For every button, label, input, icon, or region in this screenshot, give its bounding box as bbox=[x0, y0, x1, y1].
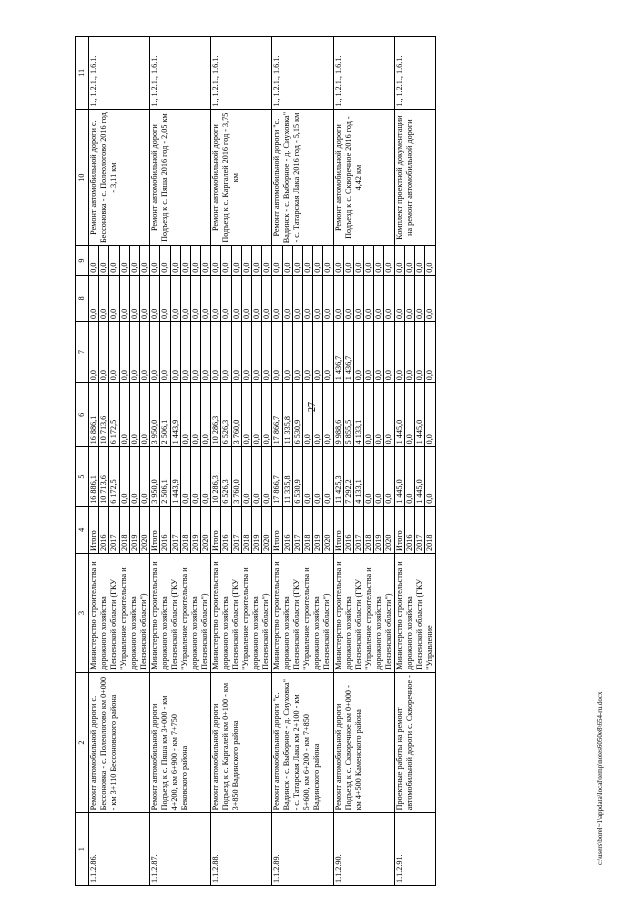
year-value: 2017 bbox=[170, 507, 180, 553]
column-header: 2 bbox=[76, 672, 89, 813]
table-row bbox=[211, 37, 272, 886]
local-budget-value: 0,0 bbox=[404, 276, 414, 321]
expected-result: Ремонт автомобильной дороги Подъезд к с. Скворечное 2016 год - 4,42 км bbox=[333, 109, 394, 246]
other-source-value-cell bbox=[89, 246, 150, 275]
total-funding-value: 0,0 bbox=[190, 447, 200, 505]
other-source-value: 0,0 bbox=[292, 247, 302, 275]
regional-budget-value: 9 988,6 bbox=[333, 419, 343, 445]
federal-budget-value: 0,0 bbox=[108, 322, 118, 382]
indicator-code: 1., 1.2.1., 1.6.1. bbox=[150, 37, 211, 110]
year-value: 2016 bbox=[98, 507, 108, 553]
federal-budget-value: 0,0 bbox=[241, 322, 251, 382]
year-value: 2019 bbox=[373, 507, 383, 553]
customer-name: Министерство строительства и дорожного хозяйства Пензенской области (ГКУ "Управление строительства и дорожного хозяйства Пензенской области") bbox=[272, 553, 333, 672]
total-funding-value: 0,0 bbox=[200, 447, 210, 505]
local-budget-value: 0,0 bbox=[108, 276, 118, 321]
year-value: 2017 bbox=[231, 507, 241, 553]
federal-budget-value-cell bbox=[89, 321, 150, 382]
year-value: 2020 bbox=[139, 507, 149, 553]
local-budget-value-cell bbox=[333, 275, 394, 321]
local-budget-value: 0,0 bbox=[220, 276, 230, 321]
indicator-code: 1., 1.2.1., 1.6.1. bbox=[89, 37, 150, 110]
federal-budget-value-cell bbox=[394, 321, 435, 382]
other-source-value: 0,0 bbox=[200, 247, 210, 275]
federal-budget-value: 0,0 bbox=[251, 322, 261, 382]
federal-budget-value: 0,0 bbox=[159, 322, 169, 382]
year-value-cell bbox=[272, 506, 333, 553]
local-budget-value: 0,0 bbox=[241, 276, 251, 321]
row-number: 1.1.2.87. bbox=[150, 813, 211, 886]
other-source-value-cell bbox=[394, 246, 435, 275]
year-value: 2018 bbox=[363, 507, 373, 553]
year-value: 2018 bbox=[241, 507, 251, 553]
indicator-code: 1., 1.2.1., 1.6.1. bbox=[333, 37, 394, 110]
column-header: 1 bbox=[76, 813, 89, 886]
column-header: 7 bbox=[76, 321, 89, 382]
other-source-value: 0,0 bbox=[98, 247, 108, 275]
other-source-value: 0,0 bbox=[383, 247, 393, 275]
other-source-value: 0,0 bbox=[373, 247, 383, 275]
federal-budget-value-cell bbox=[272, 321, 333, 382]
total-funding-value: 0,0 bbox=[180, 447, 190, 505]
other-source-value: 0,0 bbox=[363, 247, 373, 275]
regional-budget-value: 3 950,0 bbox=[150, 419, 160, 445]
total-funding-value: 0,0 bbox=[251, 447, 261, 505]
table-body bbox=[89, 37, 436, 886]
local-budget-value: 0,0 bbox=[150, 308, 160, 319]
total-funding-value: 0,0 bbox=[261, 447, 271, 505]
local-budget-value: 0,0 bbox=[89, 308, 98, 319]
other-source-value: 0,0 bbox=[119, 247, 129, 275]
column-header: 8 bbox=[76, 275, 89, 321]
year-value: 2017 bbox=[353, 507, 363, 553]
other-source-value-cell bbox=[272, 246, 333, 275]
local-budget-value: 0,0 bbox=[282, 276, 292, 321]
other-source-value: 0,0 bbox=[180, 247, 190, 275]
year-value-cell bbox=[211, 506, 272, 553]
local-budget-value: 0,0 bbox=[190, 276, 200, 321]
local-budget-value: 0,0 bbox=[211, 308, 221, 319]
federal-budget-value: 0,0 bbox=[404, 322, 414, 382]
total-funding-value: 11 335,8 bbox=[282, 447, 292, 505]
federal-budget-value: 0,0 bbox=[424, 322, 434, 382]
federal-budget-value: 1 436,7 bbox=[343, 322, 353, 382]
regional-budget-value: 1 445,0 bbox=[414, 383, 424, 446]
object-name: Ремонт автомобильной дороги "с. Вадинск - с. Выборное - д. Сиуховка" - с. Татарская Лака км 2+100 - км 5+600, км 6+200 - км 7+850 Вадинского района bbox=[272, 672, 333, 813]
year-value: 2020 bbox=[261, 507, 271, 553]
regional-budget-value: 6 172,5 bbox=[108, 383, 118, 446]
regional-budget-value: 2 506,1 bbox=[159, 383, 169, 446]
expected-result: Ремонт автомобильной дороги "с. Вадинск - с. Выборное - д. Сиуховка" - с. Татарская Лака 2016 год - 5,15 км bbox=[272, 109, 333, 246]
year-value-cell bbox=[89, 506, 150, 553]
regional-budget-value: 11 335,8 bbox=[282, 383, 292, 446]
other-source-value: 0,0 bbox=[302, 247, 312, 275]
local-budget-value: 0,0 bbox=[353, 276, 363, 321]
year-value: 2018 bbox=[119, 507, 129, 553]
federal-budget-value: 0,0 bbox=[119, 322, 129, 382]
federal-budget-value: 0,0 bbox=[272, 370, 282, 381]
regional-budget-value: 4 133,1 bbox=[353, 383, 363, 446]
year-value: 2018 bbox=[180, 507, 190, 553]
other-source-value: 0,0 bbox=[282, 247, 292, 275]
local-budget-value: 0,0 bbox=[383, 276, 393, 321]
local-budget-value: 0,0 bbox=[129, 276, 139, 321]
other-source-value: 0,0 bbox=[394, 262, 404, 273]
federal-budget-value: 0,0 bbox=[180, 322, 190, 382]
other-source-value-cell bbox=[211, 246, 272, 275]
local-budget-value: 0,0 bbox=[261, 276, 271, 321]
local-budget-value: 0,0 bbox=[333, 308, 343, 319]
local-budget-value: 0,0 bbox=[98, 276, 108, 321]
customer-name: Министерство строительства и дорожного хозяйства Пензенской области (ГКУ "Управление строительства и дорожного хозяйства Пензенской области") bbox=[150, 553, 211, 672]
row-number: 1.1.2.91. bbox=[394, 813, 435, 886]
regional-budget-value-cell bbox=[89, 383, 150, 447]
page-number: 27 bbox=[307, 402, 318, 412]
table-header bbox=[76, 37, 89, 886]
year-value: 2019 bbox=[129, 507, 139, 553]
local-budget-value-cell bbox=[394, 275, 435, 321]
indicator-code: 1., 1.2.1., 1.6.1. bbox=[211, 37, 272, 110]
other-source-value: 0,0 bbox=[89, 262, 98, 273]
local-budget-value-cell bbox=[211, 275, 272, 321]
other-source-value: 0,0 bbox=[150, 262, 160, 273]
other-source-value-cell bbox=[150, 246, 211, 275]
other-source-value: 0,0 bbox=[424, 247, 434, 275]
year-value: 2016 bbox=[159, 507, 169, 553]
total-funding-value-cell bbox=[333, 447, 394, 506]
other-source-value: 0,0 bbox=[404, 247, 414, 275]
year-value: 2016 bbox=[404, 507, 414, 553]
total-funding-value-cell bbox=[150, 447, 211, 506]
other-source-value: 0,0 bbox=[251, 247, 261, 275]
federal-budget-value: 0,0 bbox=[211, 370, 221, 381]
regional-budget-value: 6 530,9 bbox=[292, 383, 302, 446]
federal-budget-value: 0,0 bbox=[373, 322, 383, 382]
other-source-value: 0,0 bbox=[170, 247, 180, 275]
total-funding-value: 11 425,3 bbox=[333, 475, 343, 504]
column-header: 6 bbox=[76, 383, 89, 447]
other-source-value: 0,0 bbox=[220, 247, 230, 275]
total-funding-value: 0,0 bbox=[424, 447, 434, 505]
year-value: Итого bbox=[394, 530, 404, 551]
total-funding-value-cell bbox=[89, 447, 150, 506]
regional-budget-value: 0,0 bbox=[302, 383, 312, 446]
regional-budget-value: 17 866,7 bbox=[272, 415, 282, 445]
year-value: 2018 bbox=[302, 507, 312, 553]
local-budget-value: 0,0 bbox=[302, 276, 312, 321]
other-source-value: 0,0 bbox=[322, 247, 332, 275]
local-budget-value: 0,0 bbox=[272, 308, 282, 319]
total-funding-value: 6 172,5 bbox=[108, 447, 118, 505]
year-value: Итого bbox=[211, 530, 221, 551]
regional-budget-value: 10 713,6 bbox=[98, 383, 108, 446]
year-value: Итого bbox=[272, 530, 282, 551]
federal-budget-value: 0,0 bbox=[394, 370, 404, 381]
other-source-value: 0,0 bbox=[241, 247, 251, 275]
local-budget-value-cell bbox=[272, 275, 333, 321]
federal-budget-value: 0,0 bbox=[363, 322, 373, 382]
regional-budget-value: 0,0 bbox=[190, 383, 200, 446]
other-source-value: 0,0 bbox=[129, 247, 139, 275]
expected-result: Ремонт автомобильной дороги с. Бессоновка - с. Полеологово 2016 год - 3,11 км bbox=[89, 109, 150, 246]
customer-name: Министерство строительства и дорожного хозяйства Пензенской области (ГКУ "Управление строительства и дорожного хозяйства Пензенской области") bbox=[211, 553, 272, 672]
column-header: 3 bbox=[76, 553, 89, 672]
customer-name: Министерство строительства и дорожного хозяйства Пензенской области (ГКУ "Управление bbox=[394, 553, 435, 672]
total-funding-value: 0,0 bbox=[322, 447, 332, 505]
regional-budget-value-cell bbox=[211, 383, 272, 447]
object-name: Ремонт автомобильной дороги Подъезд к с. Скворечное км 0+000 - км 4+500 Каменского района bbox=[333, 672, 394, 813]
year-value: 2017 bbox=[292, 507, 302, 553]
regional-budget-value: 10 286,3 bbox=[211, 415, 221, 445]
column-header: 11 bbox=[76, 37, 89, 110]
local-budget-value-cell bbox=[150, 275, 211, 321]
header-row bbox=[76, 37, 89, 886]
regional-budget-value: 0,0 bbox=[251, 383, 261, 446]
local-budget-value: 0,0 bbox=[139, 276, 149, 321]
total-funding-value: 0,0 bbox=[383, 447, 393, 505]
federal-budget-value: 0,0 bbox=[261, 322, 271, 382]
total-funding-value: 1 445,0 bbox=[394, 479, 404, 504]
regional-budget-value-cell bbox=[394, 383, 435, 447]
total-funding-value: 0,0 bbox=[363, 447, 373, 505]
federal-budget-value: 0,0 bbox=[302, 322, 312, 382]
local-budget-value: 0,0 bbox=[292, 276, 302, 321]
other-source-value: 0,0 bbox=[108, 247, 118, 275]
regional-budget-value: 0,0 bbox=[383, 383, 393, 446]
regional-budget-value: 0,0 bbox=[119, 383, 129, 446]
total-funding-value-cell bbox=[272, 447, 333, 506]
row-number: 1.1.2.88. bbox=[211, 813, 272, 886]
local-budget-value: 0,0 bbox=[343, 276, 353, 321]
regional-budget-value: 1 445,0 bbox=[394, 419, 404, 445]
total-funding-value: 1 443,9 bbox=[170, 447, 180, 505]
local-budget-value-cell bbox=[89, 275, 150, 321]
regional-budget-value: 1 443,9 bbox=[170, 383, 180, 446]
federal-budget-value: 0,0 bbox=[383, 322, 393, 382]
local-budget-value: 0,0 bbox=[231, 276, 241, 321]
regional-budget-value: 16 886,1 bbox=[89, 415, 98, 445]
local-budget-value: 0,0 bbox=[363, 276, 373, 321]
object-name: Проектные работы на ремонт автомобильной дороги с. Скворечное - bbox=[394, 672, 435, 813]
expected-result: Ремонт автомобильной дороги Подъезд к с. Каргалей 2016 год - 3,75 км bbox=[211, 109, 272, 246]
indicator-code: 1., 1.2.1., 1.6.1. bbox=[272, 37, 333, 110]
regional-budget-value-cell bbox=[272, 383, 333, 447]
year-value: 2020 bbox=[322, 507, 332, 553]
row-number: 1.1.2.86. bbox=[89, 813, 150, 886]
total-funding-value: 0,0 bbox=[119, 447, 129, 505]
regional-budget-value: 0,0 bbox=[241, 383, 251, 446]
total-funding-value: 0,0 bbox=[241, 447, 251, 505]
table-row bbox=[394, 37, 435, 886]
total-funding-value: 0,0 bbox=[373, 447, 383, 505]
customer-name: Министерство строительства и дорожного хозяйства Пензенской области (ГКУ "Управление строительства и дорожного хозяйства Пензенской области") bbox=[89, 553, 150, 672]
regional-budget-value: 0,0 bbox=[424, 383, 434, 446]
row-number: 1.1.2.89. bbox=[272, 813, 333, 886]
other-source-value: 0,0 bbox=[190, 247, 200, 275]
year-value: 2019 bbox=[190, 507, 200, 553]
total-funding-value: 0,0 bbox=[302, 447, 312, 505]
object-name: Ремонт автомобильной дороги Подъезд к с. Пяша км 3+000 - км 4+200, км 6+900 - км 7+750 Бековского района bbox=[150, 672, 211, 813]
regional-budget-value: 0,0 bbox=[363, 383, 373, 446]
federal-budget-value: 0,0 bbox=[322, 322, 332, 382]
regional-budget-value-cell bbox=[333, 383, 394, 447]
total-funding-value: 6 530,9 bbox=[292, 447, 302, 505]
total-funding-value-cell bbox=[211, 447, 272, 506]
table-row bbox=[333, 37, 394, 886]
local-budget-value: 0,0 bbox=[373, 276, 383, 321]
year-value: 2020 bbox=[383, 507, 393, 553]
regional-budget-value-cell bbox=[150, 383, 211, 447]
column-header: 5 bbox=[76, 447, 89, 506]
federal-budget-value: 0,0 bbox=[150, 370, 160, 381]
other-source-value: 0,0 bbox=[261, 247, 271, 275]
federal-budget-value: 0,0 bbox=[89, 370, 98, 381]
other-source-value: 0,0 bbox=[414, 247, 424, 275]
expected-result: Ремонт автомобильной дороги Подъезд к с. Пяша 2016 год - 2,05 км bbox=[150, 109, 211, 246]
table-row bbox=[89, 37, 150, 886]
regional-budget-value: 0,0 bbox=[139, 383, 149, 446]
year-value: 2016 bbox=[220, 507, 230, 553]
local-budget-value: 0,0 bbox=[251, 276, 261, 321]
federal-budget-value: 0,0 bbox=[170, 322, 180, 382]
year-value: 2017 bbox=[414, 507, 424, 553]
federal-budget-value: 0,0 bbox=[292, 322, 302, 382]
column-header: 10 bbox=[76, 109, 89, 246]
federal-budget-value-cell bbox=[150, 321, 211, 382]
total-funding-value-cell bbox=[394, 447, 435, 506]
year-value: 2018 bbox=[424, 507, 434, 553]
local-budget-value: 0,0 bbox=[394, 308, 404, 319]
regional-budget-value: 0,0 bbox=[322, 383, 332, 446]
customer-name: Министерство строительства и дорожного хозяйства Пензенской области (ГКУ "Управление строительства и дорожного хозяйства Пензенской области") bbox=[333, 553, 394, 672]
other-source-value: 0,0 bbox=[343, 247, 353, 275]
total-funding-value: 3 760,0 bbox=[231, 447, 241, 505]
federal-budget-value: 0,0 bbox=[200, 322, 210, 382]
local-budget-value: 0,0 bbox=[170, 276, 180, 321]
footer-path: c:\users\borel~1\appdata\local\temp\notes6050e8\654-ru.docx bbox=[596, 691, 604, 865]
federal-budget-value-cell bbox=[333, 321, 394, 382]
indicator-code: 1., 1.2.1., 1.6.1. bbox=[394, 37, 435, 110]
other-source-value-cell bbox=[333, 246, 394, 275]
total-funding-value: 6 526,3 bbox=[220, 447, 230, 505]
total-funding-value: 1 445,0 bbox=[414, 447, 424, 505]
regional-budget-value: 0,0 bbox=[180, 383, 190, 446]
year-value: 2017 bbox=[108, 507, 118, 553]
regional-budget-value: 0,0 bbox=[373, 383, 383, 446]
funding-table bbox=[75, 36, 436, 886]
other-source-value: 0,0 bbox=[139, 247, 149, 275]
federal-budget-value: 0,0 bbox=[190, 322, 200, 382]
total-funding-value: 3 950,0 bbox=[150, 479, 160, 504]
other-source-value: 0,0 bbox=[272, 262, 282, 273]
year-value-cell bbox=[394, 506, 435, 553]
local-budget-value: 0,0 bbox=[312, 276, 322, 321]
row-number: 1.1.2.90. bbox=[333, 813, 394, 886]
regional-budget-value: 5 855,5 bbox=[343, 383, 353, 446]
year-value: Итого bbox=[333, 530, 343, 551]
year-value-cell bbox=[150, 506, 211, 553]
total-funding-value: 10 286,3 bbox=[211, 475, 221, 504]
regional-budget-value: 3 760,0 bbox=[231, 383, 241, 446]
total-funding-value: 10 713,6 bbox=[98, 447, 108, 505]
year-value: Итого bbox=[89, 530, 98, 551]
column-header: 9 bbox=[76, 246, 89, 275]
year-value: Итого bbox=[150, 530, 160, 551]
local-budget-value: 0,0 bbox=[414, 276, 424, 321]
expected-result: Комплект проектной документации на ремонт автомобильной дороги bbox=[394, 109, 435, 246]
other-source-value: 0,0 bbox=[231, 247, 241, 275]
local-budget-value: 0,0 bbox=[159, 276, 169, 321]
table-row bbox=[150, 37, 211, 886]
total-funding-value: 0,0 bbox=[404, 447, 414, 505]
total-funding-value: 17 866,7 bbox=[272, 475, 282, 504]
other-source-value: 0,0 bbox=[312, 247, 322, 275]
regional-budget-value: 6 526,3 bbox=[220, 383, 230, 446]
total-funding-value: 7 292,2 bbox=[343, 447, 353, 505]
regional-budget-value: 0,0 bbox=[312, 383, 322, 446]
rotated-table-container bbox=[75, 36, 580, 886]
local-budget-value: 0,0 bbox=[119, 276, 129, 321]
total-funding-value: 16 886,1 bbox=[89, 475, 98, 504]
total-funding-value: 0,0 bbox=[312, 447, 322, 505]
federal-budget-value: 0,0 bbox=[231, 322, 241, 382]
regional-budget-value: 0,0 bbox=[404, 383, 414, 446]
other-source-value: 0,0 bbox=[353, 247, 363, 275]
table-row bbox=[272, 37, 333, 886]
total-funding-value: 0,0 bbox=[129, 447, 139, 505]
local-budget-value: 0,0 bbox=[322, 276, 332, 321]
year-value: 2016 bbox=[282, 507, 292, 553]
federal-budget-value: 0,0 bbox=[139, 322, 149, 382]
federal-budget-value: 0,0 bbox=[98, 322, 108, 382]
regional-budget-value: 0,0 bbox=[129, 383, 139, 446]
federal-budget-value: 0,0 bbox=[129, 322, 139, 382]
year-value: 2019 bbox=[251, 507, 261, 553]
federal-budget-value-cell bbox=[211, 321, 272, 382]
federal-budget-value: 0,0 bbox=[282, 322, 292, 382]
local-budget-value: 0,0 bbox=[424, 276, 434, 321]
year-value: 2020 bbox=[200, 507, 210, 553]
federal-budget-value: 0,0 bbox=[312, 322, 322, 382]
other-source-value: 0,0 bbox=[333, 262, 343, 273]
year-value: 2016 bbox=[343, 507, 353, 553]
year-value: 2019 bbox=[312, 507, 322, 553]
regional-budget-value: 0,0 bbox=[261, 383, 271, 446]
other-source-value: 0,0 bbox=[159, 247, 169, 275]
object-name: Ремонт автомобильной дороги с. Бессоновка - с. Полеологово км 0+000 - км 3+110 Бессоновского района bbox=[89, 672, 150, 813]
regional-budget-value: 0,0 bbox=[200, 383, 210, 446]
column-header: 4 bbox=[76, 506, 89, 553]
federal-budget-value: 0,0 bbox=[353, 322, 363, 382]
year-value-cell bbox=[333, 506, 394, 553]
object-name: Ремонт автомобильной дороги Подъезд к с. Каргалей км 0+100 - км 3+850 Вадинского района bbox=[211, 672, 272, 813]
total-funding-value: 0,0 bbox=[139, 447, 149, 505]
federal-budget-value: 1 436,7 bbox=[333, 355, 343, 381]
federal-budget-value: 0,0 bbox=[220, 322, 230, 382]
total-funding-value: 4 133,1 bbox=[353, 447, 363, 505]
local-budget-value: 0,0 bbox=[200, 276, 210, 321]
other-source-value: 0,0 bbox=[211, 262, 221, 273]
total-funding-value: 2 506,1 bbox=[159, 447, 169, 505]
federal-budget-value: 0,0 bbox=[414, 322, 424, 382]
local-budget-value: 0,0 bbox=[180, 276, 190, 321]
